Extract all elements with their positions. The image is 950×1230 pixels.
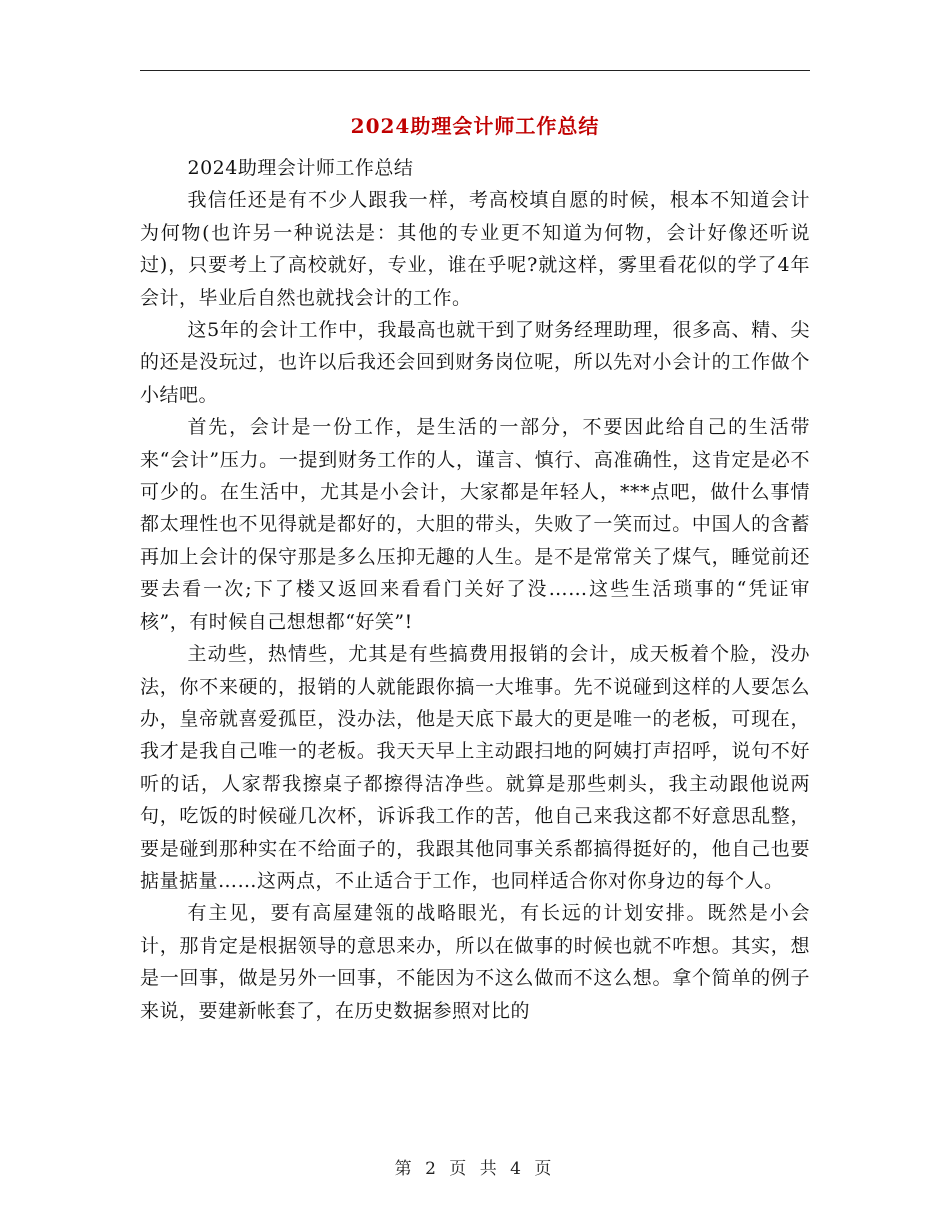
body-paragraph: 这5年的会计工作中，我最高也就干到了财务经理助理，很多高、精、尖的还是没玩过，也许以后我还会回到财务岗位呢，所以先对小会计的工作做个小结吧。: [140, 319, 810, 406]
document-body: [140, 152, 810, 1027]
subtitle-paragraph: 2024助理会计师工作总结: [187, 157, 414, 179]
body-paragraph: 有主见，要有高屋建瓴的战略眼光，有长远的计划安排。既然是小会计，那肯定是根据领导的意思来办，所以在做事的时候也就不咋想。其实，想是一回事，做是另外一回事，不能因为不这么做而不这么想。拿个简单的例子来说，要建新帐套了，在历史数据参照对比的: [140, 902, 810, 1022]
body-paragraph: 首先，会计是一份工作，是生活的一部分，不要因此给自己的生活带来“会计”压力。一提到财务工作的人，谨言、慎行、高准确性，这肯定是必不可少的。在生活中，尤其是小会计，大家都是年轻人，***点吧，做什么事情都太理性也不见得就是都好的，大胆的带头，失败了一笑而过。中国人的含蓄再加上会计的保守那是多么压抑无趣的人生。是不是常常关了煤气，睡觉前还要去看一次;下了楼又返回来看看门关好了没……这些生活琐事的“凭证审核”，有时候自己想想都“好笑”!: [140, 416, 810, 633]
page-title: 2024助理会计师工作总结: [350, 114, 600, 138]
body-paragraph: 主动些，热情些，尤其是有些搞费用报销的会计，成天板着个脸，没办法，你不来硬的，报销的人就能跟你搞一大堆事。先不说碰到这样的人要怎么办，皇帝就喜爱孤臣，没办法，他是天底下最大的更是唯一的老板，可现在，我才是我自己唯一的老板。我天天早上主动跟扫地的阿姨打声招呼，说句不好听的话，人家帮我擦桌子都擦得洁净些。就算是那些刺头，我主动跟他说两句，吃饭的时候碰几次杯，诉诉我工作的苦，他自己来我这都不好意思乱整，要是碰到那种实在不给面子的，我跟其他同事关系都搞得挺好的，他自己也要掂量掂量……这两点，不止适合于工作，也同样适合你对你身边的每个人。: [140, 643, 810, 892]
header-rule: [140, 70, 810, 71]
body-paragraph: 我信任还是有不少人跟我一样，考高校填自愿的时候，根本不知道会计为何物(也许另一种说法是：其他的专业更不知道为何物，会计好像还听说过)，只要考上了高校就好，专业，谁在乎呢?就这样，雾里看花似的学了4年会计，毕业后自然也就找会计的工作。: [140, 189, 810, 309]
page-number: 第 2 页 共 4 页: [394, 1159, 556, 1179]
